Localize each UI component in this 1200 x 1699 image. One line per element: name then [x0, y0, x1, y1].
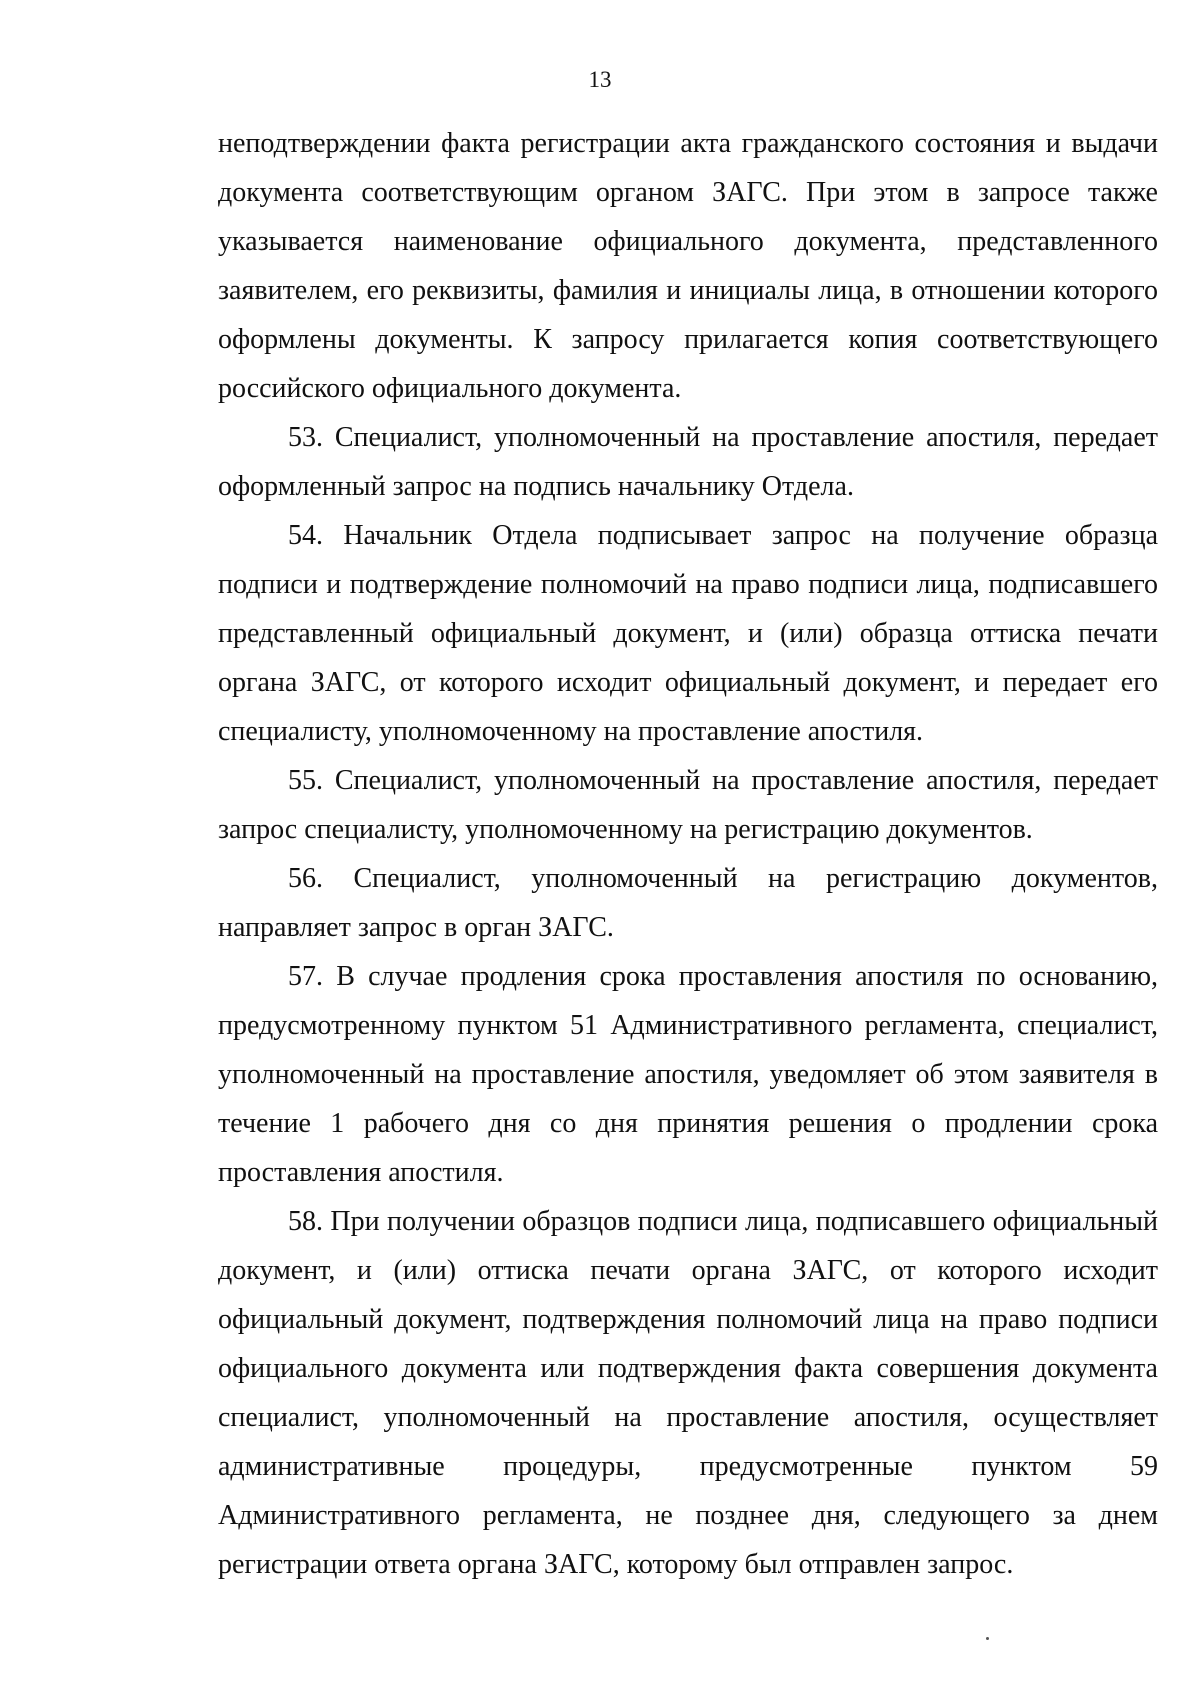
paragraph-57: 57. В случае продления срока проставления апостиля по основанию, предусмотренному пунктом 51 Административного регламента, специалист, уполномоченный на проставление апостиля, уведомляет об этом заявителя в течение 1 рабочего дня со дня принятия решения о продлении срока проставления апостиля.: [218, 961, 1158, 1188]
page-number: 13: [588, 67, 612, 92]
paragraph-58: 58. При получении образцов подписи лица, подписавшего официальный документ, и (или) оттиска печати органа ЗАГС, от которого исходит официальный документ, подтверждения полномочий лица на право подписи официального документа или подтверждения факта совершения документа специалист, уполномоченный на проставление апостиля, осуществляет административные процедуры, предусмотренные пунктом 59 Административного регламента, не позднее дня, следующего за днем регистрации ответа органа ЗАГС, которому был отправлен запрос.: [218, 1206, 1158, 1580]
document-body: [218, 119, 1158, 1589]
scan-speck: [986, 1637, 989, 1640]
paragraph-56: 56. Специалист, уполномоченный на регистрацию документов, направляет запрос в орган ЗАГС.: [218, 863, 1158, 943]
paragraph-53: 53. Специалист, уполномоченный на проставление апостиля, передает оформленный запрос на подпись начальнику Отдела.: [218, 422, 1158, 502]
paragraph-55: 55. Специалист, уполномоченный на проставление апостиля, передает запрос специалисту, уполномоченному на регистрацию документов.: [218, 765, 1158, 845]
paragraph-continuation: неподтверждении факта регистрации акта гражданского состояния и выдачи документа соответствующим органом ЗАГС. При этом в запросе также указывается наименование официального документа, представленного заявителем, его реквизиты, фамилия и инициалы лица, в отношении которого оформлены документы. К запросу прилагается копия соответствующего российского официального документа.: [218, 128, 1158, 404]
paragraph-54: 54. Начальник Отдела подписывает запрос на получение образца подписи и подтверждение полномочий на право подписи лица, подписавшего представленный официальный документ, и (или) образца оттиска печати органа ЗАГС, от которого исходит официальный документ, и передает его специалисту, уполномоченному на проставление апостиля.: [218, 520, 1158, 747]
